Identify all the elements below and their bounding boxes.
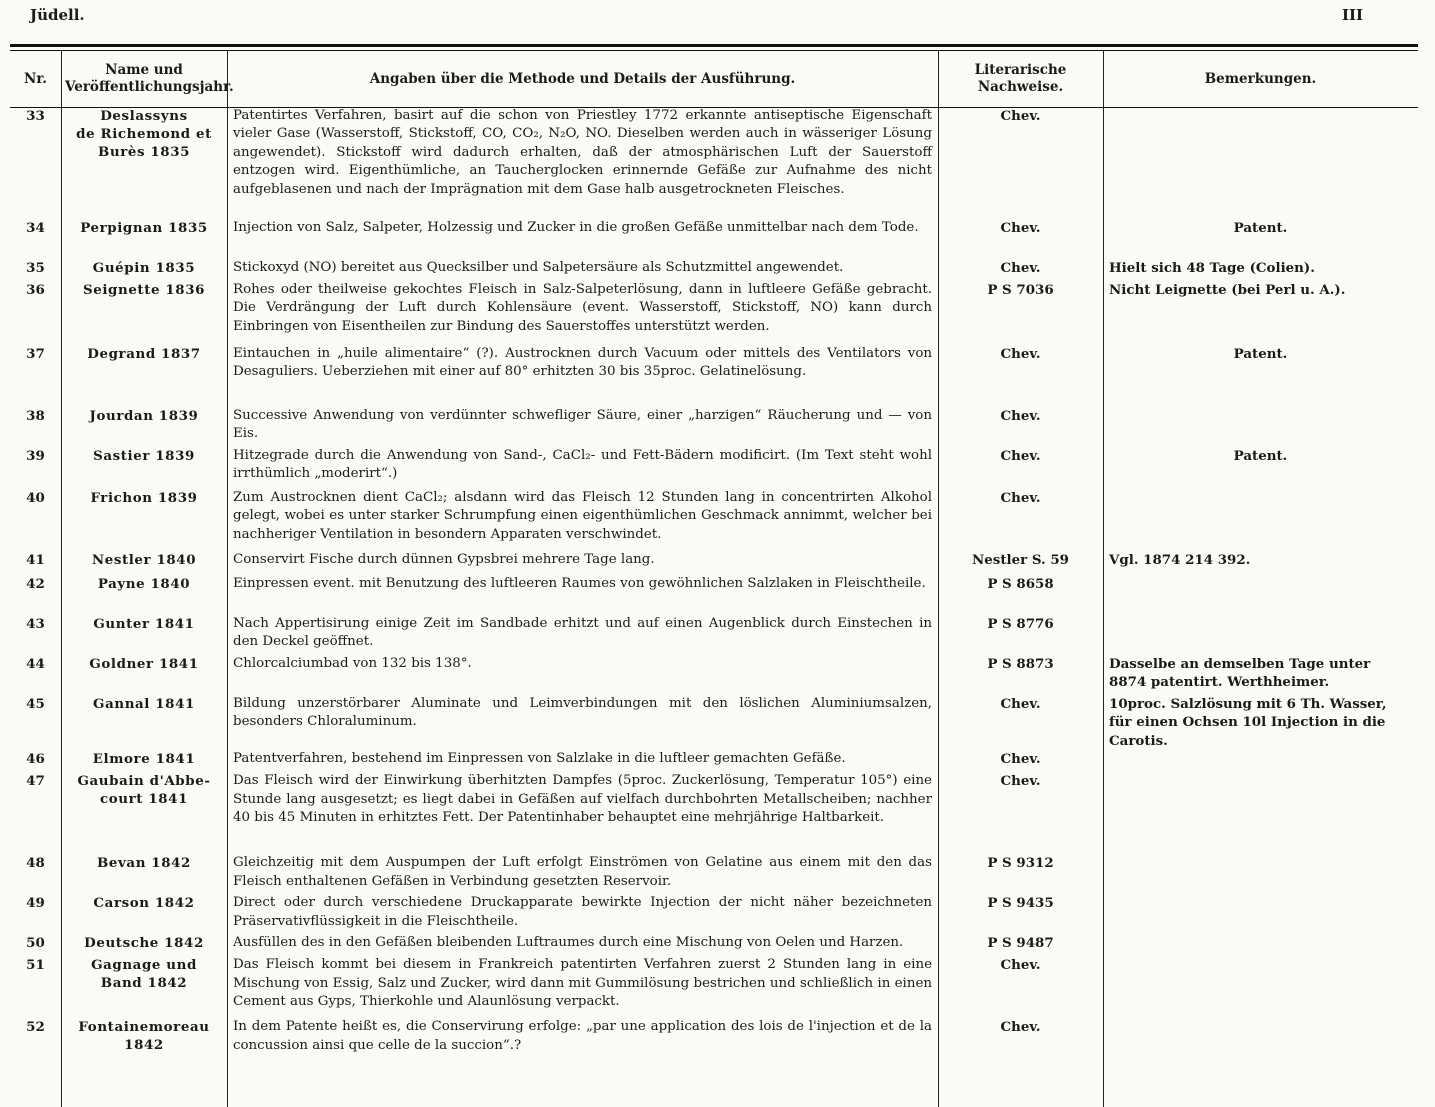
row-number: 45: [26, 696, 45, 712]
row-name-line: Deslassyns: [100, 108, 188, 124]
row-literature: P S 7036: [987, 282, 1054, 298]
table-row: [10, 1018, 1418, 1062]
table-row: [10, 551, 1418, 575]
row-name-line: Band 1842: [100, 975, 188, 992]
row-number: 35: [26, 260, 45, 276]
row-name-line: Deutsche 1842: [84, 935, 204, 952]
row-literature: Chev.: [1000, 957, 1041, 974]
column-header-nr: [10, 51, 61, 107]
row-name: [61, 259, 227, 281]
row-number: 44: [26, 656, 45, 672]
row-name: [61, 1018, 227, 1062]
row-remarks: Patent.: [1233, 220, 1288, 236]
row-name: [61, 107, 227, 219]
running-head: [30, 4, 1405, 30]
row-method-description: Rohes oder theilweise gekochtes Fleisch in Salz-Salpeterlösung, dann in luftleere Gefäße gebracht. Die Verdrängung der Luft durch Kohlensäure (event. Wasserstoff, Stickstoff, NO) kann durch Einbringen von Eisentheilen zur Bindung des Sauerstoffes unterstützt werden.: [233, 282, 932, 334]
row-remarks: Vgl. 1874 214 392.: [1109, 552, 1251, 568]
row-name-line: Frichon 1839: [90, 490, 198, 506]
table-row: [10, 407, 1418, 447]
row-name: [61, 345, 227, 407]
row-remarks: Patent.: [1233, 346, 1288, 362]
row-literature: P S 8873: [987, 656, 1054, 672]
row-number: 51: [26, 957, 45, 974]
row-name-line: court 1841: [100, 791, 188, 808]
row-method-description: Patentirtes Verfahren, basirt auf die schon von Priestley 1772 erkannte antiseptische Eigenschaft vieler Gase (Wasserstoff, Stickstoff, CO, CO₂, N₂O, NO. Dieselben werden auch in wässeriger Lösung angewendet). Stickstoff wird dadurch erhalten, daß der atmosphärischen Luft der Sauerstoff entzogen wird. Eigenthümliche, an Taucherglocken erinnernde Gefäße zur Aufnahme des nicht aufgeblasenen und nach der Imprägnation mit dem Gase halb ausgetrockneten Fleisches.: [233, 108, 932, 197]
table-row: [10, 219, 1418, 259]
column-header-method: [227, 51, 938, 107]
row-literature: Chev.: [1000, 773, 1041, 790]
row-name-line: Gunter 1841: [93, 616, 195, 632]
row-literature: Chev.: [1000, 751, 1041, 768]
row-remarks: Nicht Leignette (bei Perl u. A.).: [1109, 282, 1346, 298]
row-name-line: Carson 1842: [93, 895, 195, 912]
column-header-name-line2: Veröffentlichungsjahr.: [65, 79, 234, 95]
row-method-description: Stickoxyd (NO) bereitet aus Quecksilber und Salpetersäure als Schutzmittel angewendet.: [233, 260, 844, 275]
row-method-description: Nach Appertisirung einige Zeit im Sandbade erhitzt und auf einen Augenblick durch Einstechen in den Deckel geöffnet.: [233, 616, 932, 650]
row-name-line: Payne 1840: [97, 576, 191, 592]
row-method-description: Einpressen event. mit Benutzung des luftleeren Raumes von gewöhnlichen Salzlaken in Fleischtheile.: [233, 576, 926, 591]
row-number: 33: [26, 108, 45, 124]
row-name: [61, 934, 227, 956]
table-row: [10, 107, 1418, 219]
row-name-line: Bevan 1842: [97, 855, 191, 872]
column-header-name-line1: Name und: [105, 62, 183, 78]
row-literature: P S 8658: [987, 576, 1054, 592]
row-number: 40: [26, 490, 45, 506]
top-rule-thick: [10, 44, 1418, 47]
row-method-description: Direct oder durch verschiedene Druckapparate bewirkte Injection der nicht näher bezeichneten Präservativflüssigkeit in die Fleischtheile.: [233, 895, 932, 929]
column-header-literature-line1: Literarische: [974, 62, 1067, 78]
table-row: [10, 447, 1418, 489]
row-name-line: Elmore 1841: [92, 751, 196, 768]
table-row: [10, 750, 1418, 772]
row-name: [61, 489, 227, 551]
row-name: [61, 695, 227, 750]
row-method-description: Injection von Salz, Salpeter, Holzessig und Zucker in die großen Gefäße unmittelbar nach dem Tode.: [233, 220, 919, 235]
column-header-method-label: Angaben über die Methode und Details der Ausführung.: [369, 70, 796, 87]
table-row: [10, 695, 1418, 750]
column-header-nr-label: Nr.: [24, 70, 47, 87]
row-method-description: Conservirt Fische durch dünnen Gypsbrei mehrere Tage lang.: [233, 552, 655, 567]
row-method-description: Bildung unzerstörbarer Aluminate und Leimverbindungen mit den löslichen Aluminiumsalzen, besonders Chloraluminum.: [233, 696, 932, 730]
row-name: [61, 750, 227, 772]
row-number: 39: [26, 448, 45, 464]
row-remarks: [1103, 750, 1418, 772]
row-number: 43: [26, 616, 45, 632]
row-name-line: Guépin 1835: [92, 260, 196, 276]
running-head-author: Jüdell.: [30, 6, 85, 24]
row-method-description: Patentverfahren, bestehend im Einpressen von Salzlake in die luftleer gemachten Gefäße.: [233, 751, 846, 767]
row-method-description: Das Fleisch wird der Einwirkung überhitzten Dampfes (5proc. Zuckerlösung, Temperatur 105°) eine Stunde lang ausgesetzt; es liegt dabei in Gefäßen auf vielfach durchbohrten Metallscheiben; nachher 40 bis 45 Minuten in erhitztes Fett. Der Patentinhaber behauptet eine mehrjährige Haltbarkeit.: [233, 773, 932, 826]
row-method-description: Gleichzeitig mit dem Auspumpen der Luft erfolgt Einströmen von Gelatine aus einem mit den das Fleisch enthaltenen Gefäßen in Verbindung gesetzten Reservoir.: [233, 855, 932, 889]
row-name-line: 1842: [124, 1037, 164, 1054]
row-remarks: [1103, 407, 1418, 447]
column-header-name: [61, 51, 234, 107]
row-literature: P S 8776: [987, 616, 1054, 632]
row-literature: P S 9487: [987, 935, 1054, 952]
row-remarks: [1103, 772, 1418, 854]
row-number: 34: [26, 220, 45, 236]
row-name: [61, 575, 227, 615]
table-row: [10, 489, 1418, 551]
row-remarks: Patent.: [1233, 448, 1288, 464]
row-name: [61, 281, 227, 345]
row-literature: Chev.: [1000, 448, 1041, 464]
row-method-description: Zum Austrocknen dient CaCl₂; alsdann wird das Fleisch 12 Stunden lang in concentrirten Alkohol gelegt, wobei es unter starker Schrumpfung einen eigenthümlichen Geschmack annimmt, welcher bei nachheriger Ventilation in besondern Apparaten verschwindet.: [233, 490, 932, 542]
row-literature: Chev.: [1000, 260, 1041, 276]
row-remarks: [1103, 1018, 1418, 1062]
row-number: 49: [26, 895, 45, 912]
row-literature: Chev.: [1000, 346, 1041, 362]
row-literature: P S 9312: [987, 855, 1054, 872]
row-literature: Chev.: [1000, 490, 1041, 506]
row-remarks: [1103, 615, 1418, 655]
row-remarks: [1103, 489, 1418, 551]
row-name-line: Fontainemoreau: [78, 1019, 210, 1036]
table-row: [10, 894, 1418, 934]
column-header-literature-line2: Nachweise.: [977, 79, 1064, 95]
row-name-line: Degrand 1837: [87, 346, 201, 362]
row-literature: Chev.: [1000, 408, 1041, 424]
column-header-remarks: [1103, 51, 1418, 107]
row-number: 41: [26, 552, 45, 568]
table-row: [10, 772, 1418, 854]
row-name-line: Gannal 1841: [93, 696, 195, 712]
table-row: [10, 259, 1418, 281]
row-remarks: Hielt sich 48 Tage (Colien).: [1109, 260, 1315, 276]
row-remarks: [1103, 575, 1418, 615]
row-name-line: Gaubain d'Abbe-: [77, 773, 211, 790]
table-header-row: [10, 51, 1418, 107]
row-literature: Nestler S. 59: [972, 552, 1069, 568]
table-row: [10, 281, 1418, 345]
row-method-description: Chlorcalciumbad von 132 bis 138°.: [233, 656, 472, 671]
row-method-description: Eintauchen in „huile alimentaire“ (?). Austrocknen durch Vacuum oder mittels des Ventilators von Desaguliers. Ueberziehen mit einer auf 80° erhitzten 30 bis 35proc. Gelatinelösung.: [233, 346, 932, 380]
page-number: III: [1341, 6, 1363, 24]
row-remarks: [1103, 894, 1418, 934]
row-remarks: [1103, 956, 1418, 1018]
column-header-literature: [938, 51, 1103, 107]
table-row: [10, 575, 1418, 615]
table-row: [10, 854, 1418, 894]
row-name-line: Jourdan 1839: [89, 408, 199, 424]
row-remarks: [1103, 107, 1418, 219]
row-number: 47: [26, 773, 45, 790]
methods-table: [10, 51, 1418, 1062]
row-name-line: Seignette 1836: [82, 282, 206, 298]
row-remarks: [1103, 854, 1418, 894]
row-name-line: Sastier 1839: [93, 448, 195, 464]
row-number: 38: [26, 408, 45, 424]
row-method-description: In dem Patente heißt es, die Conservirung erfolge: „par une application des lois de l'injection et de la concussion ainsi que celle de la succion“.?: [233, 1019, 932, 1053]
row-name: [61, 407, 227, 447]
row-number: 50: [26, 935, 45, 952]
row-number: 48: [26, 855, 45, 872]
row-method-description: Hitzegrade durch die Anwendung von Sand-, CaCl₂- und Fett-Bädern modificirt. (Im Text steht wohl irrthümlich „moderirt“.): [233, 448, 932, 482]
row-method-description: Ausfüllen des in den Gefäßen bleibenden Luftraumes durch eine Mischung von Oelen und Harzen.: [233, 935, 904, 951]
column-header-remarks-label: Bemerkungen.: [1204, 70, 1317, 87]
table-row: [10, 615, 1418, 655]
row-name-line: de Richemond et: [76, 126, 212, 142]
row-number: 46: [26, 751, 45, 768]
row-name: [61, 894, 227, 934]
row-literature: Chev.: [1000, 108, 1041, 124]
row-method-description: Das Fleisch kommt bei diesem in Frankreich patentirten Verfahren zuerst 2 Stunden lang in eine Mischung von Essig, Salz und Zucker, wird dann mit Gummilösung bestrichen und schließlich in einen Cement aus Gyps, Thierkohle und Alaunlösung verpackt.: [233, 957, 932, 1010]
row-name-line: Nestler 1840: [91, 552, 197, 568]
row-number: 37: [26, 346, 45, 362]
table-row: [10, 956, 1418, 1018]
row-name-line: Gagnage und: [91, 957, 197, 974]
table-row: [10, 345, 1418, 407]
row-remarks: 10proc. Salzlösung mit 6 Th. Wasser, für einen Ochsen 10l Injection in die Carotis.: [1109, 696, 1387, 749]
row-name: [61, 551, 227, 575]
table-row: [10, 934, 1418, 956]
row-number: 42: [26, 576, 45, 592]
row-name-line: Goldner 1841: [89, 656, 199, 672]
row-name-line: Perpignan 1835: [80, 220, 208, 236]
row-name: [61, 956, 227, 1018]
row-method-description: Successive Anwendung von verdünnter schwefliger Säure, einer „harzigen“ Räucherung und — von Eis.: [233, 408, 932, 442]
row-name: [61, 219, 227, 259]
row-name: [61, 772, 227, 854]
row-name: [61, 447, 227, 489]
row-number: 36: [26, 282, 45, 298]
row-name: [61, 854, 227, 894]
row-name: [61, 615, 227, 655]
row-literature: Chev.: [1000, 696, 1041, 712]
row-literature: Chev.: [1000, 1019, 1041, 1036]
row-remarks: Dasselbe an demselben Tage unter 8874 patentirt. Werthheimer.: [1109, 656, 1371, 691]
row-name: [61, 655, 227, 695]
row-remarks: [1103, 934, 1418, 956]
row-name-line: Burès 1835: [97, 144, 191, 160]
row-literature: Chev.: [1000, 220, 1041, 236]
row-literature: P S 9435: [987, 895, 1054, 912]
table-row: [10, 655, 1418, 695]
row-number: 52: [26, 1019, 45, 1036]
